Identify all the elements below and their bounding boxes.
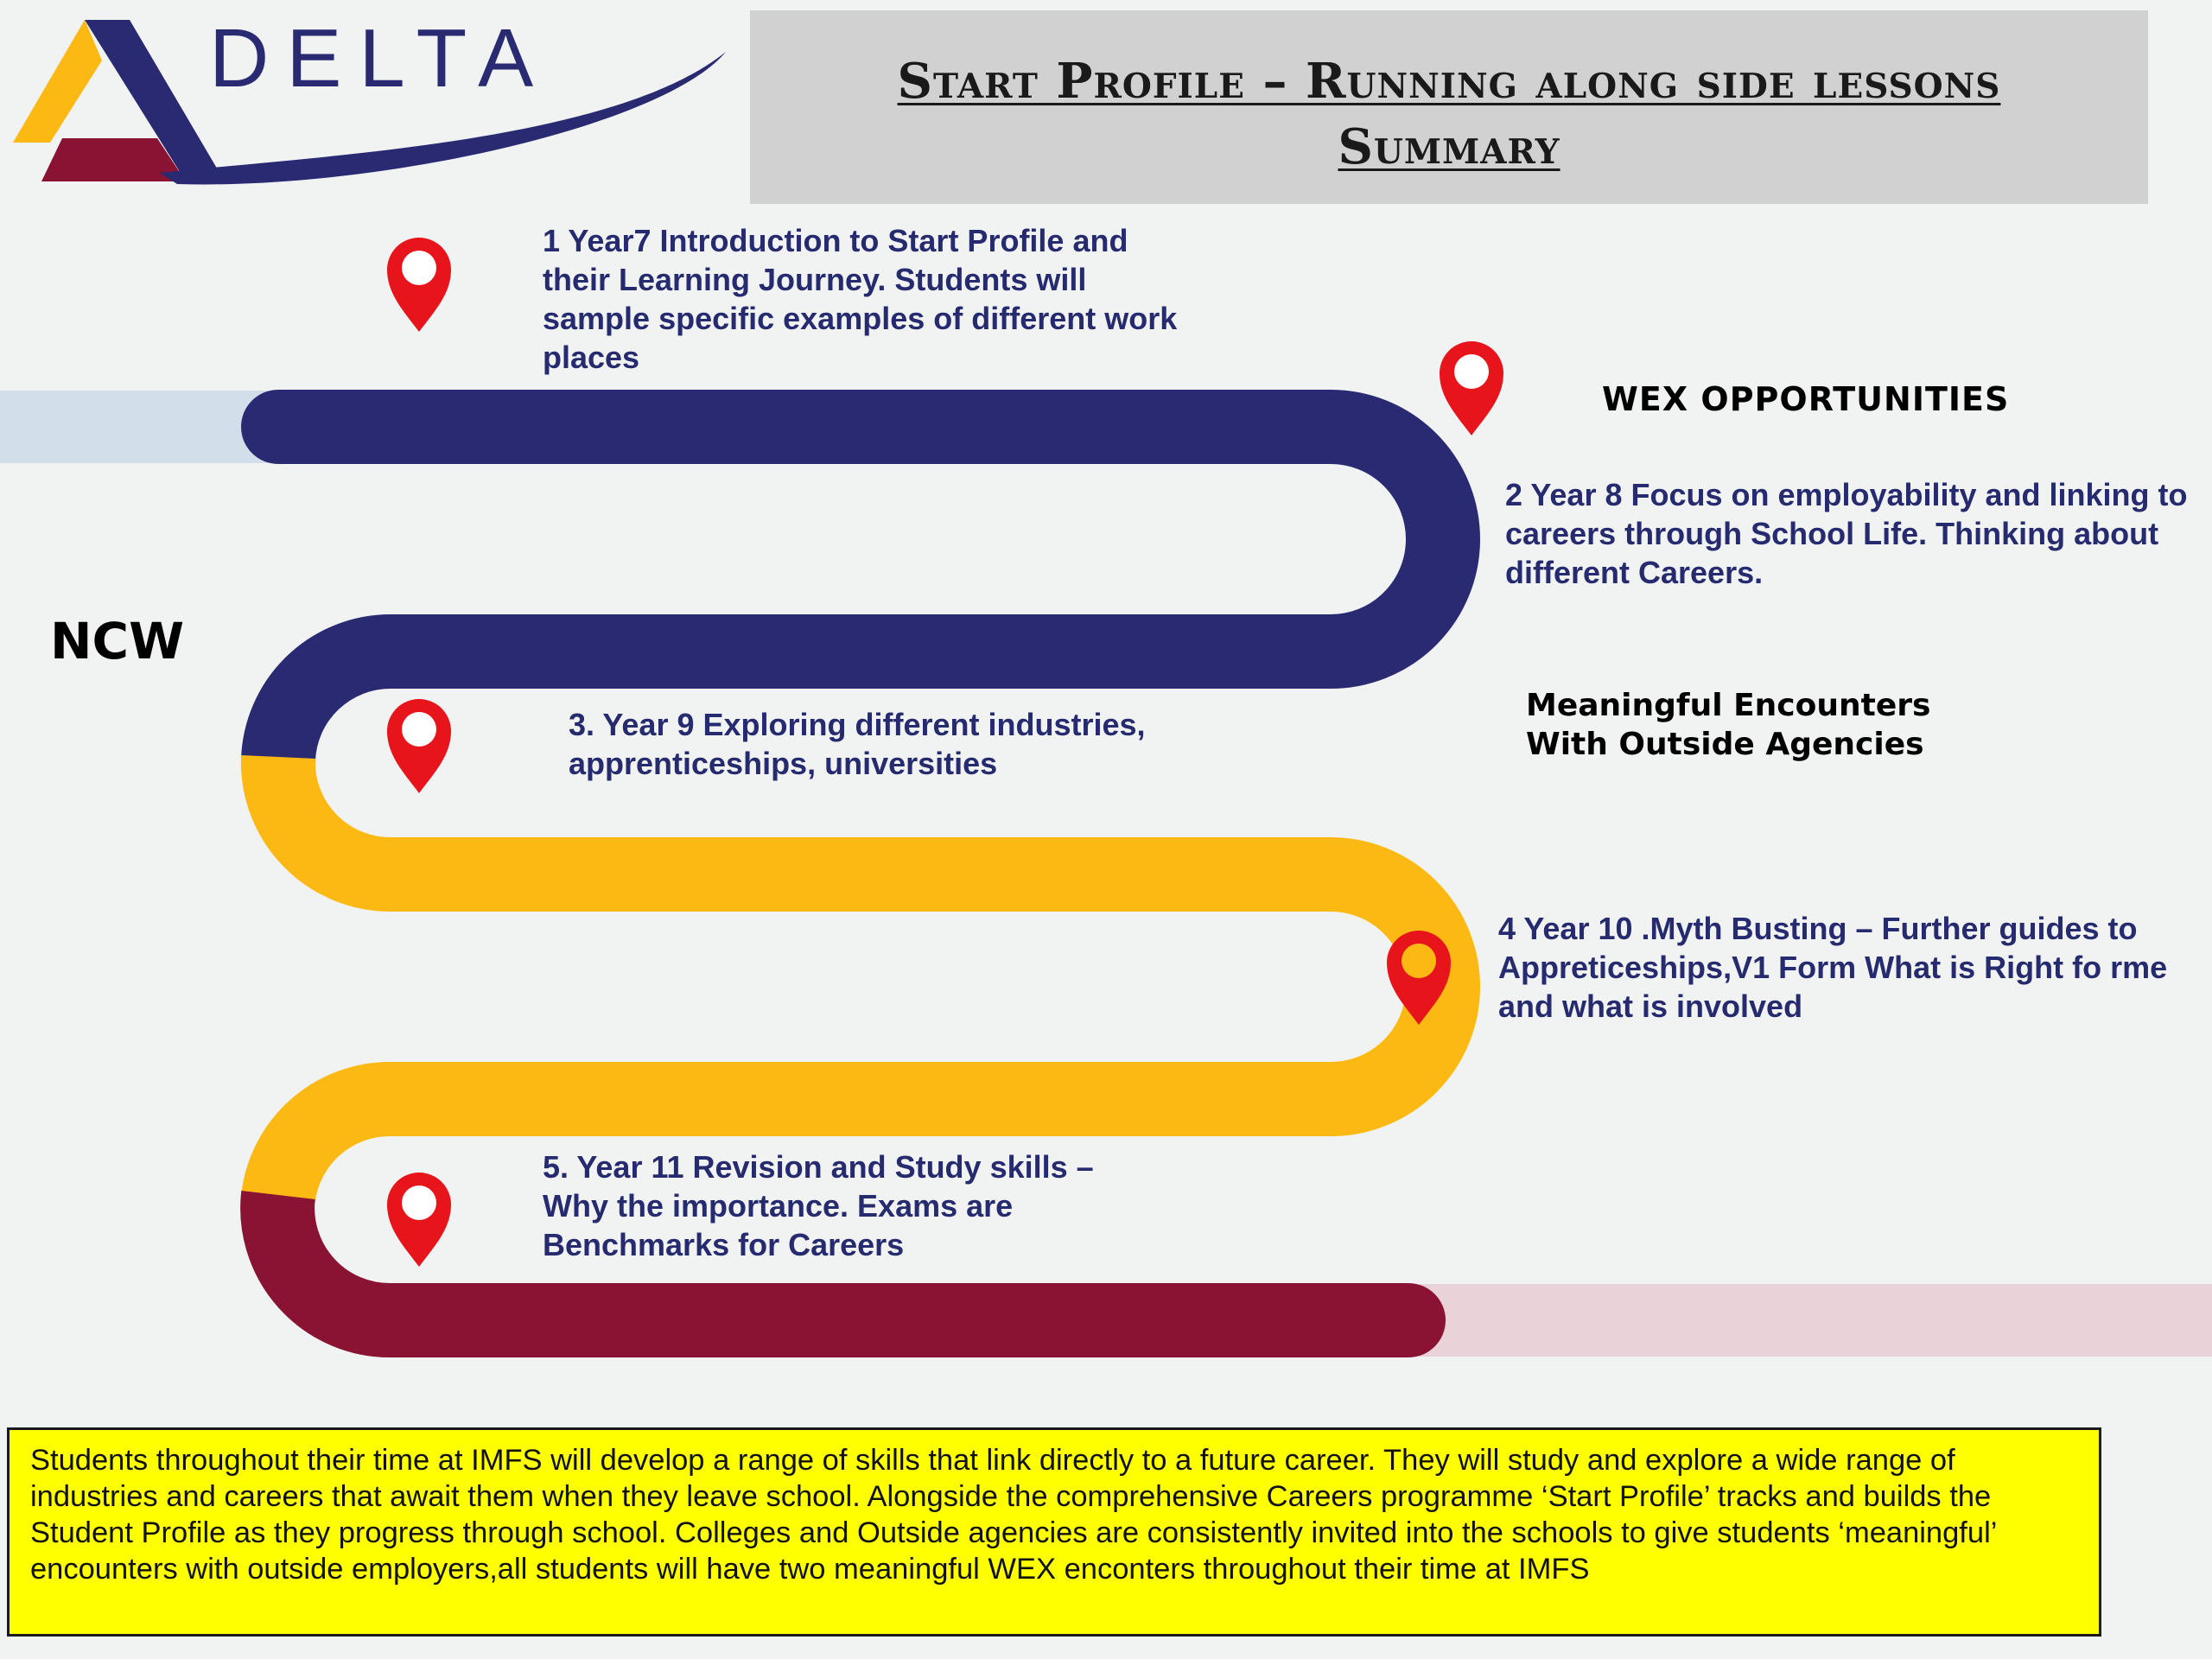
- summary-text: Students throughout their time at IMFS will develop a range of skills that link directly to a future career. They will study and explore a wide range of industries and careers that await them when they leave school. Alongside the comprehensive Careers programme ‘Start Profile’ tracks and builds the Student Profile as they progress through school. Colleges and Outside agencies are consistently invited into the schools to give students ‘meaningful’ encounters with outside employers,all students will have two meaningful WEX enconters throughout their time at IMFS: [30, 1444, 1997, 1586]
- map-pin-icon: [1440, 341, 1503, 435]
- page-title: Start Profile – Running along side lessons: [897, 53, 2001, 110]
- step-1-text: 1 Year7 Introduction to Start Profile and their Learning Journey. Students will sample specific examples of different work places: [543, 223, 1178, 375]
- road-segment-yellow: [278, 757, 1443, 1198]
- step-4-text: 4 Year 10 .Myth Busting – Further guides to Appreticeships,V1 Form What is Right fo rme and what is involved: [1498, 911, 2168, 1024]
- map-pin-icon: [387, 238, 451, 332]
- wex-opportunities-label: WEX OPPORTUNITIES: [1602, 380, 2010, 418]
- step-3-text: 3. Year 9 Exploring different industries, apprenticeships, universities: [569, 707, 1146, 781]
- step-2-text: 2 Year 8 Focus on employability and linking to careers through School Life. Thinking about different Careers.: [1505, 477, 2188, 590]
- road-faded-end: [1400, 1284, 2212, 1357]
- road-faded-start: [0, 391, 276, 463]
- step-5-text: 5. Year 11 Revision and Study skills – Why the importance. Exams are Benchmarks for Careers: [543, 1149, 1094, 1262]
- page-title-line-2: Summary: [1338, 118, 1560, 175]
- meaningful-encounters-label: [1526, 686, 1930, 764]
- meaningful-encounters-line-1: Meaningful Encounters: [1526, 688, 1931, 723]
- summary-box: [7, 1427, 2101, 1637]
- map-pin-icon: [387, 1173, 451, 1267]
- meaningful-encounters-line-2: With Outside Agencies: [1526, 727, 1924, 762]
- logo-text: DELTA: [209, 13, 551, 105]
- map-pin-icon: [387, 699, 451, 793]
- ncw-label: NCW: [50, 612, 185, 671]
